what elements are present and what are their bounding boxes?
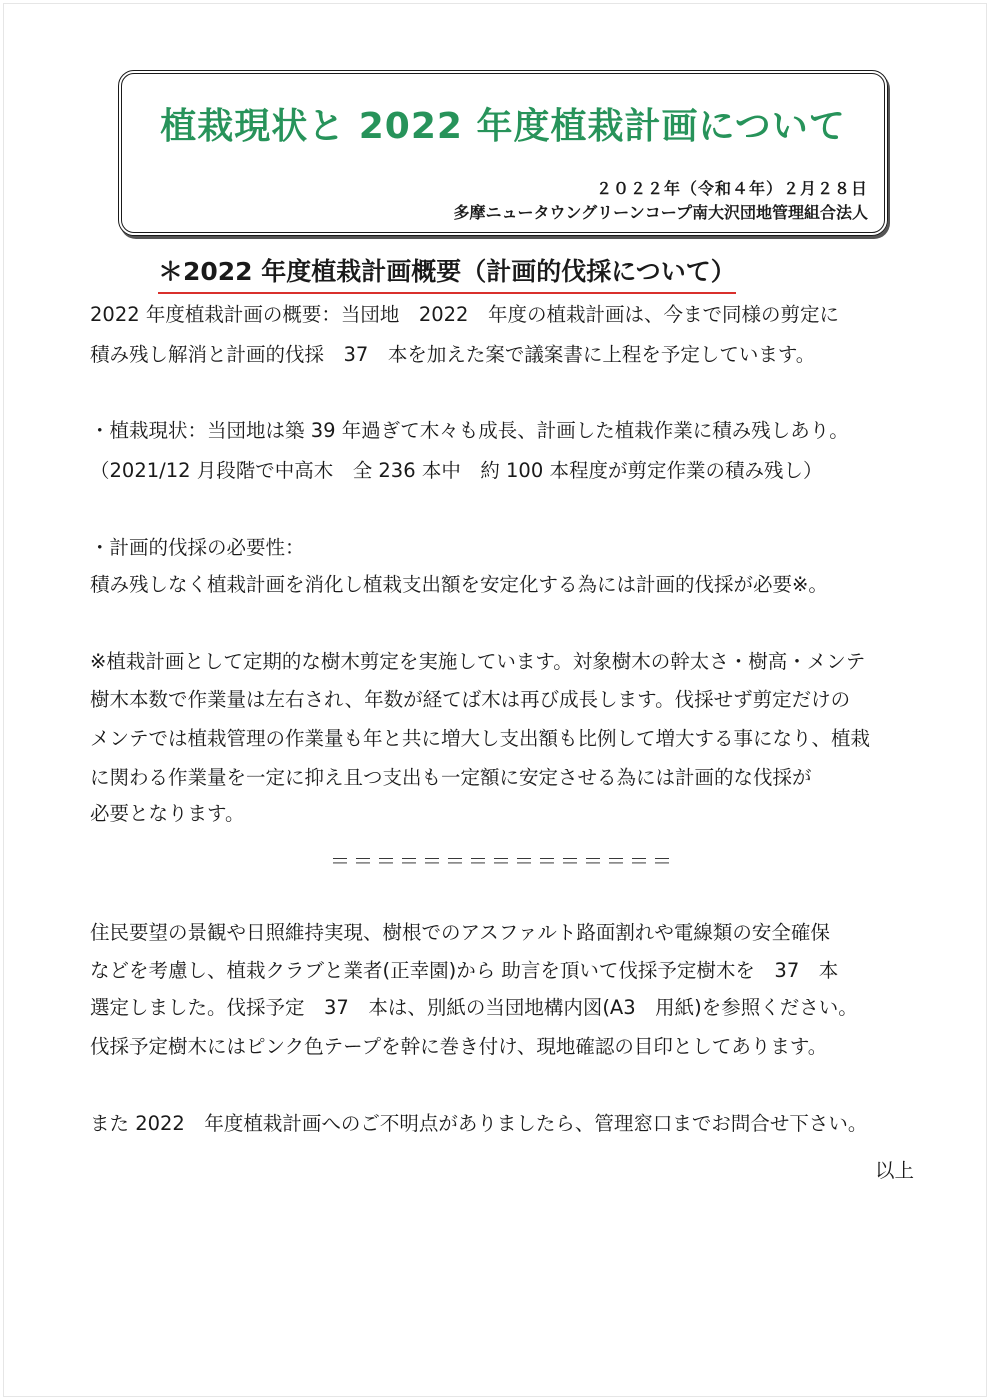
status-line: （2021/12 月段階で中高木 全 236 本中 約 100 本程度が剪定作業の積み残し） (90, 459, 823, 482)
status-line: ・植栽現状：当団地は築 39 年過ぎて木々も成長、計画した植栽作業に積み残しあり。 (90, 419, 849, 442)
header-box (118, 70, 888, 236)
selection-line: などを考慮し、植栽クラブと業者(正幸園)から 助言を頂いて伐採予定樹木を 37 本 (90, 959, 839, 982)
section-heading: ＊2022 年度植栽計画概要（計画的伐採について） (158, 252, 736, 294)
note-line: 樹木本数で作業量は左右され、年数が経てば木は再び成長します。伐採せず剪定だけの (90, 688, 851, 711)
necessity-line: ・計画的伐採の必要性： (90, 536, 305, 559)
necessity-line: 積み残しなく植栽計画を消化し植栽支出額を安定化する為には計画的伐採が必要※。 (90, 573, 828, 596)
closing-remark: 以上 (874, 1159, 914, 1182)
document-title: 植栽現状と 2022 年度植栽計画について (160, 106, 846, 147)
note-line: メンテでは植栽管理の作業量も年と共に増大し支出額も比例して増大する事になり、植栽 (90, 727, 871, 750)
inquiry-line: また 2022 年度植栽計画へのご不明点がありましたら、管理窓口までお問合せ下さい。 (90, 1112, 868, 1135)
organization-name: 多摩ニュータウングリーンコープ南大沢団地管理組合法人 (453, 203, 868, 222)
note-line: 必要となります。 (90, 802, 245, 825)
selection-line: 伐採予定樹木にはピンク色テープを幹に巻き付け、現地確認の目印としてあります。 (90, 1035, 828, 1058)
document-date: ２０２２年（令和４年）２月２８日 (595, 179, 868, 198)
overview-line: 積み残し解消と計画的伐採 37 本を加えた案で議案書に上程を予定しています。 (90, 343, 816, 366)
selection-line: 選定しました。伐採予定 37 本は、別紙の当団地構内図(A3 用紙)を参照ください。 (90, 996, 858, 1019)
overview-line: 2022 年度植栽計画の概要：当団地 2022 年度の植栽計画は、今まで同様の剪定に (90, 303, 839, 326)
note-line: に関わる作業量を一定に抑え且つ支出も一定額に安定させる為には計画的な伐採が (90, 766, 812, 789)
note-line: ※植栽計画として定期的な樹木剪定を実施しています。対象樹木の幹太さ・樹高・メンテ (90, 650, 866, 673)
separator: ＝＝＝＝＝＝＝＝＝＝＝＝＝＝＝ (330, 849, 675, 873)
selection-line: 住民要望の景観や日照維持実現、樹根でのアスファルト路面割れや電線類の安全確保 (90, 921, 830, 944)
